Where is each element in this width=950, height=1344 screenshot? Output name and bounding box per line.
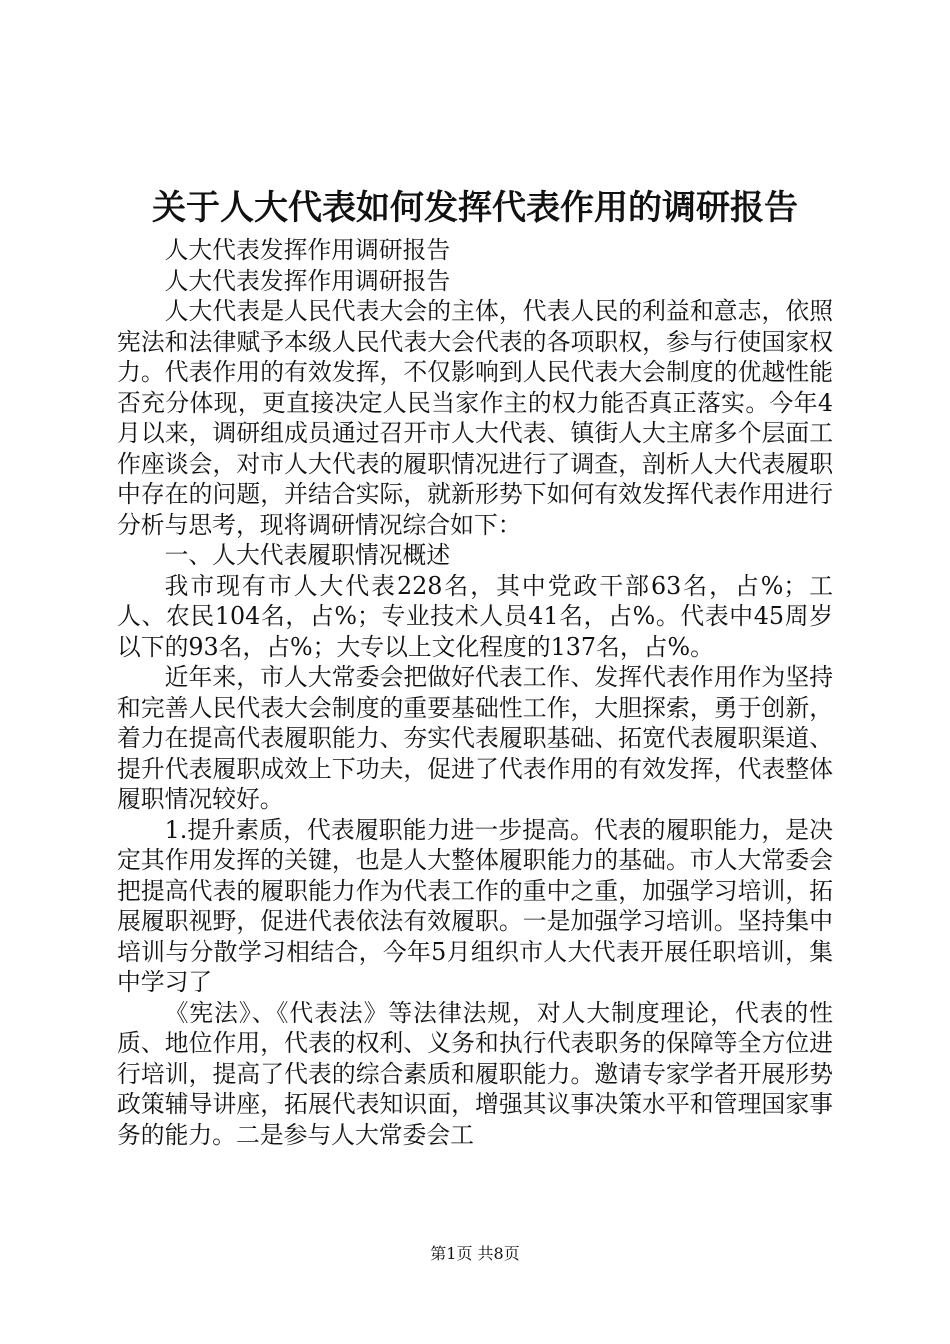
- paragraph-statistics: 我市现有市人大代表228名，其中党政干部63名，占%；工人、农民104名，占%；专业技术人员41名，占%。代表中45周岁以下的93名，占%；大专以上文化程度的137名，占%。: [117, 571, 833, 661]
- paragraph-subtitle-1: 人大代表发挥作用调研报告: [164, 236, 451, 264]
- paragraph-recent-years: 近年来，市人大常委会把做好代表工作、发挥代表作用作为坚持和完善人民代表大会制度的重要基础性工作，大胆探索，勇于创新，着力在提高代表履职能力、夯实代表履职基础、拓宽代表履职渠道、提升代表履职成效上下功夫，促进了代表作用的有效发挥，代表整体履职情况较好。: [117, 663, 833, 813]
- paragraph-point-1: 1.提升素质，代表履职能力进一步提高。代表的履职能力，是决定其作用发挥的关键，也是人大整体履职能力的基础。市人大常委会把提高代表的履职能力作为代表工作的重中之重，加强学习培训，拓展履职视野，促进代表依法有效履职。一是加强学习培训。坚持集中培训与分散学习相结合，今年5月组织市人大代表开展任职培训，集中学习了: [117, 815, 833, 996]
- paragraph-subtitle-2: 人大代表发挥作用调研报告: [164, 266, 451, 295]
- document-title: 关于人大代表如何发挥代表作用的调研报告: [152, 188, 798, 228]
- page-footer: 第1页 共8页: [430, 1244, 520, 1263]
- document-body: [117, 235, 833, 1150]
- section-heading-overview: 一、人大代表履职情况概述: [164, 541, 451, 569]
- paragraph-intro: 人大代表是人民代表大会的主体，代表人民的利益和意志，依照宪法和法律赋予本级人民代表大会代表的各项职权，参与行使国家权力。代表作用的有效发挥，不仅影响到人民代表大会制度的优越性能否充分体现，更直接决定人民当家作主的权力能否真正落实。今年4月以来，调研组成员通过召开市人大代表、镇街人大主席多个层面工作座谈会，对市人大代表的履职情况进行了调查，剖析人大代表履职中存在的问题，并结合实际，就新形势下如何有效发挥代表作用进行分析与思考，现将调研情况综合如下：: [117, 297, 833, 539]
- paragraph-training: 《宪法》、《代表法》等法律法规，对人大制度理论，代表的性质、地位作用，代表的权利、义务和执行代表职务的保障等全方位进行培训，提高了代表的综合素质和履职能力。邀请专家学者开展形势政策辅导讲座，拓展代表知识面，增强其议事决策水平和管理国家事务的能力。二是参与人大常委会工: [117, 998, 833, 1149]
